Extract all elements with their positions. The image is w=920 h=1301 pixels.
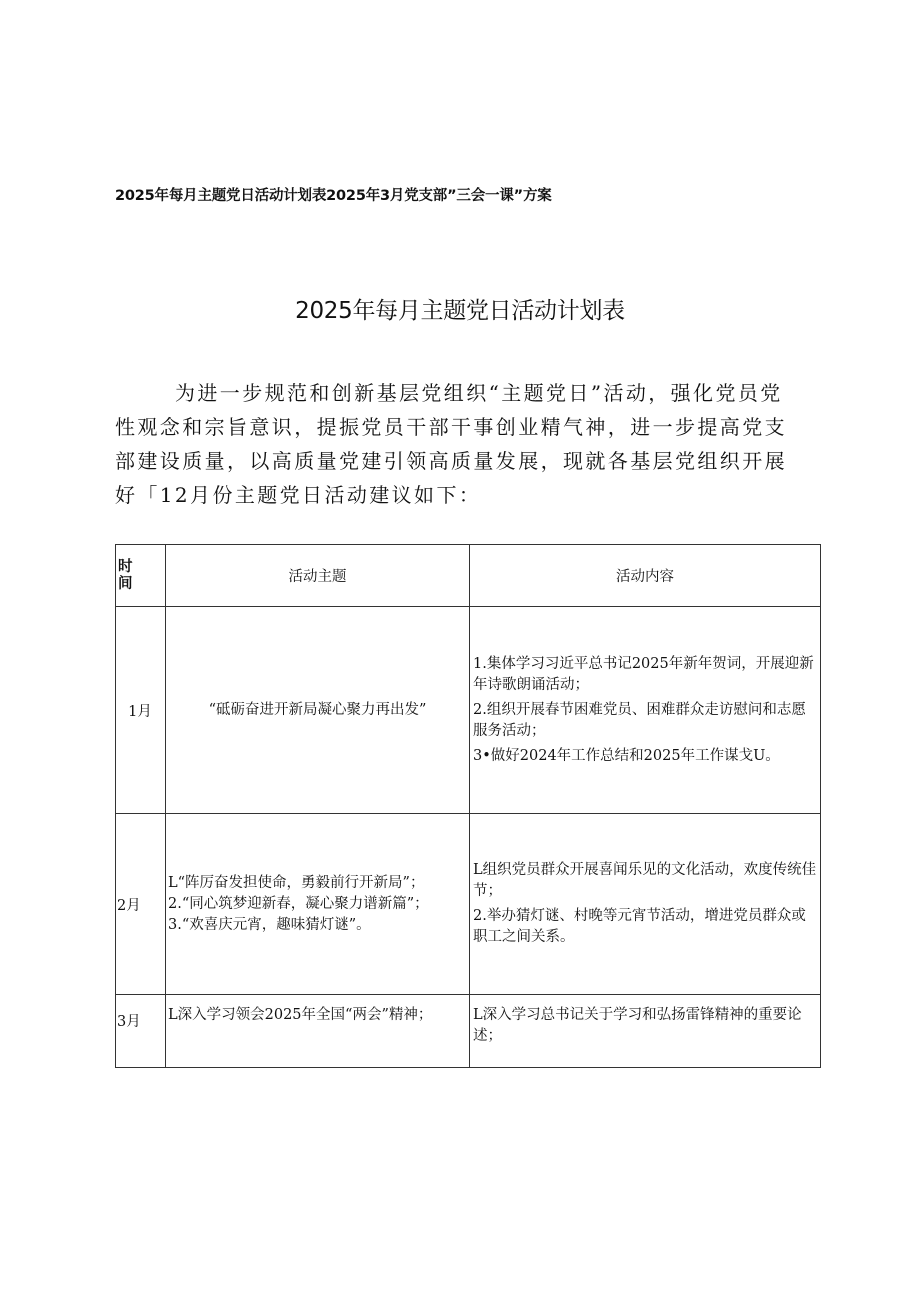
month-label: 3月 (117, 1014, 141, 1030)
content-item: 2.举办猜灯谜、村晚等元宵节活动，增进党员群众或职工之间关系。 (473, 908, 806, 945)
intro-line: 性观念和宗旨意识，提振党员干部干事创业精气神，进一步提高党支 (115, 415, 787, 439)
header-content: 活动内容 (470, 545, 821, 607)
intro-line: 为进一步规范和创新基层党组织“主题党日”活动，强化党员党 (175, 381, 783, 405)
intro-paragraph (115, 376, 825, 512)
content-cell (470, 607, 821, 814)
table-row (116, 995, 821, 1068)
page-title: 2025年每月主题党日活动计划表 (295, 298, 625, 324)
activity-plan-table (115, 544, 821, 1068)
month-cell: 1月 (116, 607, 166, 814)
header-time-line2: 间 (118, 575, 133, 592)
topic-item: L“阵厉奋发担使命，勇毅前行开新局”； (168, 874, 425, 891)
topic-cell (166, 814, 470, 995)
content-item: 3•做好2024年工作总结和2025年工作谋戈U。 (473, 747, 780, 764)
topic-cell (166, 995, 470, 1068)
content-item: L组织党员群众开展喜闻乐见的文化活动，欢度传统佳节； (473, 862, 817, 899)
month-cell: 2月 (116, 814, 166, 995)
topic-item: L深入学习领会2025年全国“两会”精神； (168, 1007, 433, 1023)
intro-line: 部建设质量，以高质量党建引领高质量发展，现就各基层党组织开展 (115, 449, 787, 473)
topic-cell (166, 607, 470, 814)
header-topic: 活动主题 (166, 545, 470, 607)
content-item: 2.组织开展春节困难党员、困难群众走访慰问和志愿服务活动； (473, 701, 806, 739)
intro-line: 好「12月份主题党日活动建议如下： (115, 483, 482, 507)
content-cell (470, 814, 821, 995)
topic-item: 3.“欢喜庆元宵，趣味猜灯谜”。 (168, 916, 371, 933)
document-header: 2025年每月主题党日活动计划表2025年3月党支部”三会一课”方案 (115, 188, 552, 204)
topic-item: 2.“同心筑梦迎新春，凝心聚力谱新篇”； (168, 895, 429, 912)
header-time-line1: 时 (118, 558, 133, 575)
month-cell (116, 995, 166, 1068)
content-cell (470, 995, 821, 1068)
topic-item: “砥砺奋进开新局凝心聚力再出发” (208, 701, 427, 718)
table-header-row (116, 545, 821, 607)
table-row (116, 814, 821, 995)
header-time (116, 545, 166, 607)
content-item: 1.集体学习习近平总书记2025年新年贺词，开展迎新年诗歌朗诵活动； (473, 655, 814, 693)
table-row (116, 607, 821, 814)
content-item: L深入学习总书记关于学习和弘扬雷锋精神的重要论述； (473, 1007, 802, 1044)
